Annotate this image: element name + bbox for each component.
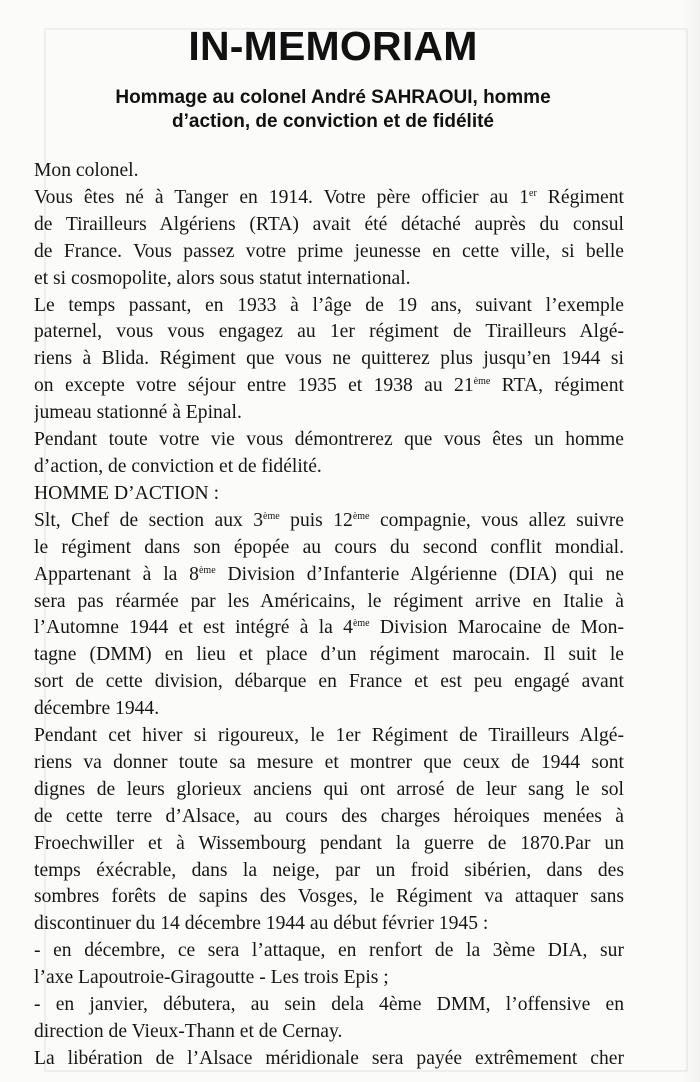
text-line bbox=[34, 965, 624, 992]
text-line bbox=[34, 212, 624, 239]
text-line bbox=[34, 239, 624, 266]
text-line bbox=[34, 293, 624, 320]
text-line bbox=[34, 723, 624, 750]
text-line bbox=[34, 777, 624, 804]
text-line bbox=[34, 1046, 624, 1073]
text-segment: sort de cette division, débarque en France et est peu engagé avant bbox=[34, 671, 624, 693]
text-line bbox=[34, 750, 624, 777]
text-line bbox=[34, 669, 624, 696]
text-line bbox=[34, 642, 624, 669]
text-segment: sera pas réarmée par les Américains, le régiment arrive en Italie à bbox=[34, 590, 624, 612]
text-line bbox=[34, 373, 624, 400]
text-segment: temps éxécrable, dans la neige, par un froid sibérien, dans des bbox=[34, 859, 624, 881]
text-line bbox=[34, 884, 624, 911]
text-line bbox=[34, 831, 624, 858]
text-segment: HOMME D’ACTION : bbox=[34, 482, 220, 504]
text-line bbox=[34, 427, 624, 454]
text-segment: - en décembre, ce sera l’attaque, en renfort de la 3ème DIA, sur bbox=[34, 940, 624, 962]
text-segment: paternel, vous vous engagez au 1er régiment de Tirailleurs Algé- bbox=[34, 321, 624, 343]
text-line bbox=[34, 481, 624, 508]
text-segment: dignes de leurs glorieux anciens qui ont arrosé de leur sang le sol bbox=[34, 778, 624, 800]
text-line bbox=[34, 158, 624, 185]
page-edge-shadow bbox=[682, 0, 700, 1082]
text-line bbox=[34, 804, 624, 831]
text-line bbox=[34, 992, 624, 1019]
text-segment: discontinuer du 14 décembre 1944 au début février 1945 : bbox=[34, 913, 489, 935]
text-segment: RTA, régiment bbox=[490, 375, 624, 397]
text-line bbox=[34, 454, 624, 481]
text-line bbox=[34, 696, 624, 723]
ordinal-superscript: ème bbox=[352, 618, 370, 630]
text-segment: La libération de l’Alsace méridionale sera payée extrêmement cher bbox=[34, 1047, 624, 1069]
text-segment: Slt, Chef de section aux 3 bbox=[34, 509, 264, 531]
text-segment: et si cosmopolite, alors sous statut international. bbox=[34, 267, 411, 289]
ordinal-superscript: ème bbox=[263, 510, 280, 522]
text-segment: d’action, de conviction et de fidélité. bbox=[34, 455, 322, 477]
text-line bbox=[34, 911, 624, 938]
text-segment: on excepte votre séjour entre 1935 et 1938 au 21 bbox=[34, 375, 474, 397]
text-segment: Division Marocaine de Mon- bbox=[369, 617, 624, 639]
text-segment: riens à Blida. Régiment que vous ne quitterez plus jusqu’en 1944 si bbox=[34, 348, 624, 370]
text-line bbox=[34, 400, 624, 427]
article-body bbox=[34, 158, 624, 1073]
text-line bbox=[34, 266, 624, 293]
ordinal-superscript: er bbox=[529, 187, 537, 199]
text-segment: Pendant toute votre vie vous démontrerez que vous êtes un homme bbox=[34, 429, 624, 451]
ordinal-superscript: ème bbox=[473, 376, 491, 388]
text-line bbox=[34, 589, 624, 616]
page-subtitle bbox=[60, 86, 606, 133]
text-segment: Pendant cet hiver si rigoureux, le 1er Régiment de Tirailleurs Algé- bbox=[34, 725, 624, 747]
page-title: IN-MEMORIAM bbox=[188, 23, 478, 69]
text-line bbox=[34, 346, 624, 373]
text-segment: sombres forêts de sapins des Vosges, le Régiment va attaquer sans bbox=[34, 886, 624, 908]
text-segment: Le temps passant, en 1933 à l’âge de 19 ans, suivant l’exemple bbox=[34, 294, 624, 316]
text-line bbox=[34, 615, 624, 642]
text-segment: - en janvier, débutera, au sein dela 4ème DMM, l’offensive en bbox=[34, 994, 624, 1016]
text-segment: Appartenant à la 8 bbox=[34, 563, 199, 585]
text-line bbox=[34, 858, 624, 885]
text-line bbox=[34, 1019, 624, 1046]
text-segment: riens va donner toute sa mesure et montrer que ceux de 1944 sont bbox=[34, 751, 624, 773]
text-line bbox=[34, 938, 624, 965]
text-segment: de Tirailleurs Algériens (RTA) avait été détaché auprès du consul bbox=[34, 213, 624, 235]
text-segment: puis 12 bbox=[279, 509, 353, 531]
text-segment: Froechwiller et à Wissembourg pendant la guerre de 1870.Par un bbox=[34, 832, 624, 854]
text-segment: l’axe Lapoutroie-Giragoutte - Les trois Epis ; bbox=[34, 967, 389, 989]
text-segment: jumeau stationné à Epinal. bbox=[34, 402, 242, 424]
text-segment: compagnie, vous allez suivre bbox=[369, 509, 624, 531]
subtitle-line: Hommage au colonel André SAHRAOUI, homme bbox=[115, 87, 551, 108]
text-segment: direction de Vieux-Thann et de Cernay. bbox=[34, 1021, 343, 1042]
text-line bbox=[34, 185, 624, 212]
text-line bbox=[34, 562, 624, 589]
text-line bbox=[34, 535, 624, 562]
text-segment: de France. Vous passez votre prime jeunesse en cette ville, si belle bbox=[34, 240, 624, 262]
text-segment: Division d’Infanterie Algérienne (DIA) qui ne bbox=[215, 563, 624, 585]
text-segment: tagne (DMM) en lieu et place d’un régiment marocain. Il suit le bbox=[34, 644, 624, 666]
text-segment: Régiment bbox=[536, 186, 624, 208]
text-line bbox=[34, 508, 624, 535]
ordinal-superscript: ème bbox=[198, 564, 216, 576]
text-segment: le régiment dans son épopée au cours du second conflit mondial. bbox=[34, 536, 624, 558]
subtitle-line: d’action, de conviction et de fidélité bbox=[172, 110, 494, 132]
text-segment: décembre 1944. bbox=[34, 698, 160, 720]
text-segment: de cette terre d’Alsace, au cours des charges héroiques menées à bbox=[34, 805, 624, 827]
text-line bbox=[34, 319, 624, 346]
text-segment: Mon colonel. bbox=[34, 160, 139, 181]
ordinal-superscript: ème bbox=[352, 510, 370, 522]
text-segment: l’Automne 1944 et est intégré à la 4 bbox=[34, 617, 353, 639]
text-segment: Vous êtes né à Tanger en 1914. Votre père officier au 1 bbox=[34, 186, 530, 208]
